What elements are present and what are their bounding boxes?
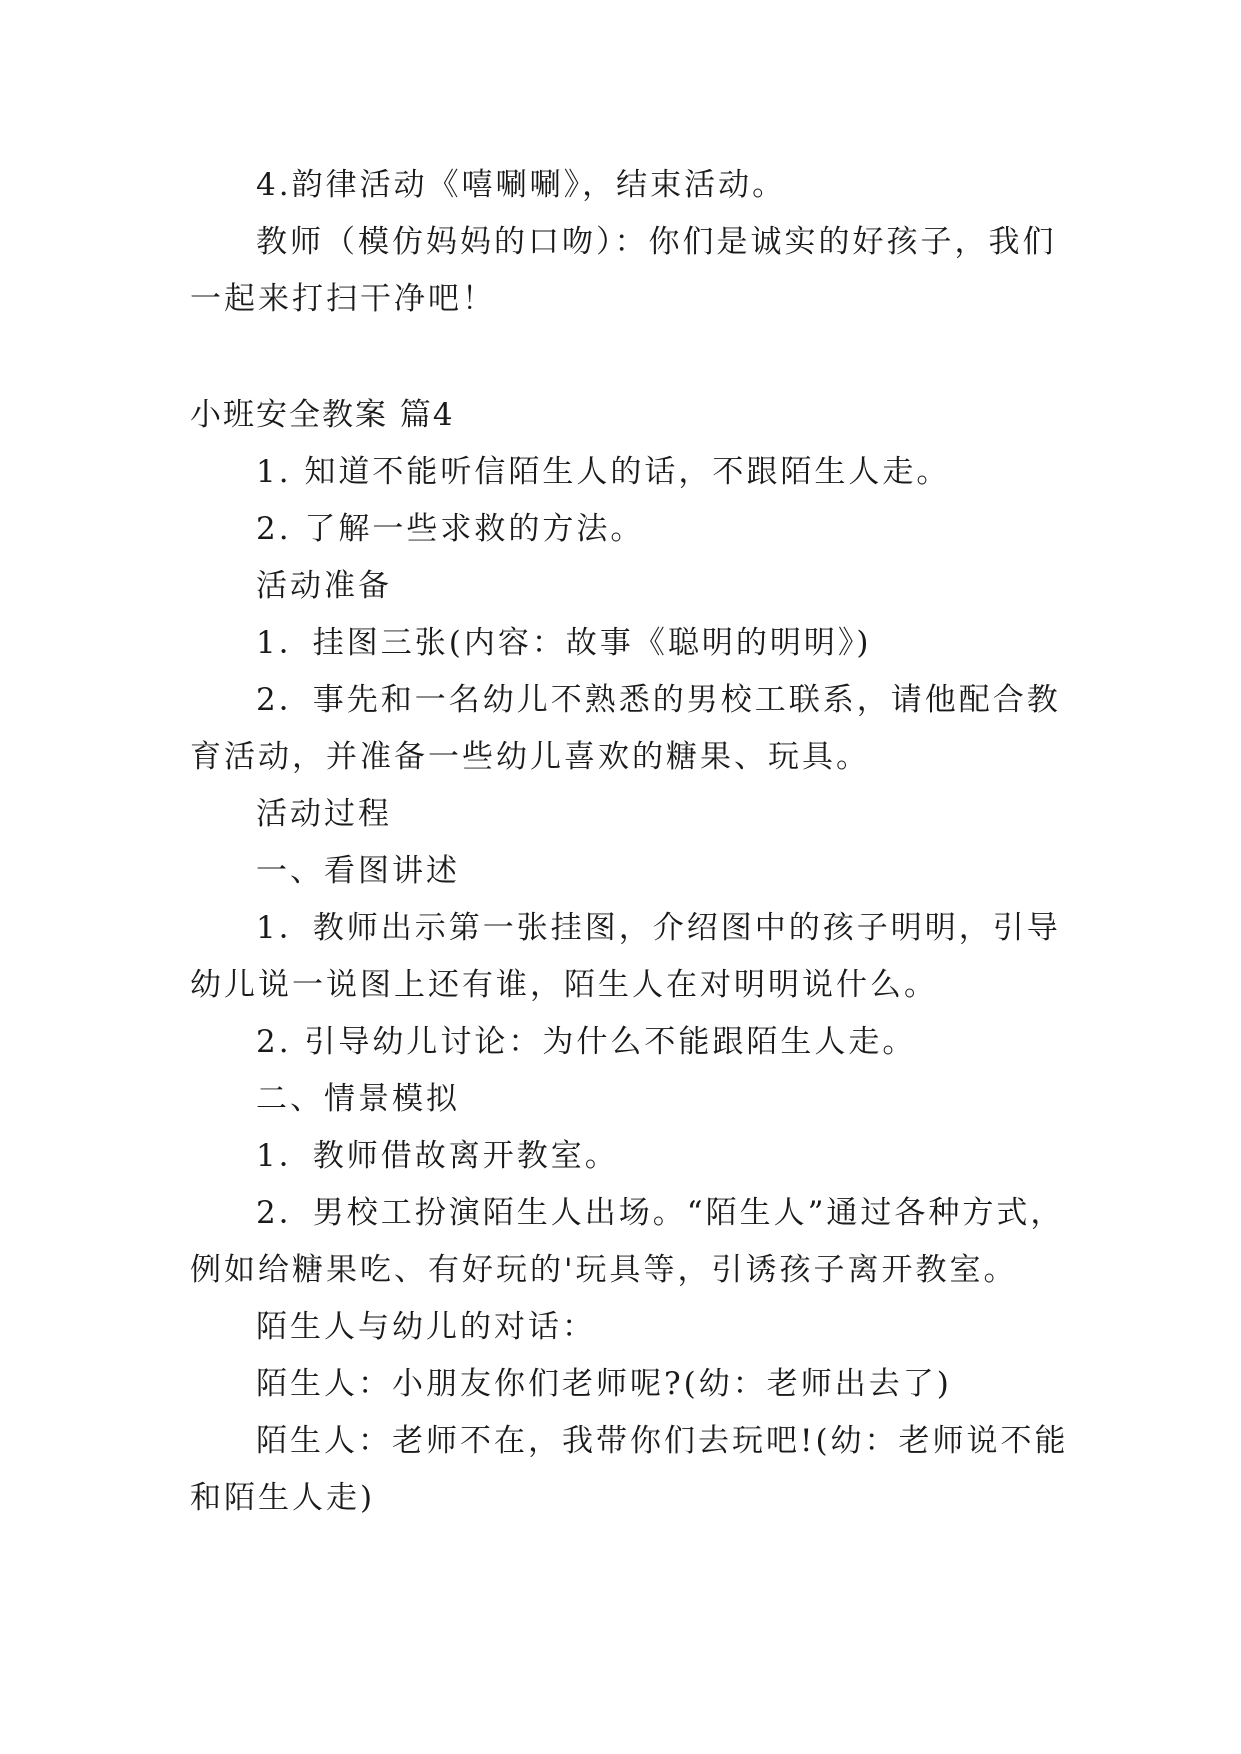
subheading-line: 活动准备 xyxy=(256,568,392,604)
paragraph-line: 陌生人与幼儿的对话： xyxy=(256,1309,596,1345)
paragraph-line: 教师（模仿妈妈的口吻）：你们是诚实的好孩子，我们 xyxy=(256,224,1057,260)
paragraph-line: 幼儿说一说图上还有谁，陌生人在对明明说什么。 xyxy=(190,967,938,1003)
subheading-line: 二、情景模拟 xyxy=(256,1081,460,1117)
paragraph-line: 2. 引导幼儿讨论：为什么不能跟陌生人走。 xyxy=(256,1024,917,1060)
paragraph-line: 2．男校工扮演陌生人出场。“陌生人”通过各种方式， xyxy=(256,1195,1065,1231)
dialogue-line: 和陌生人走) xyxy=(190,1480,376,1516)
paragraph-line: 2．事先和一名幼儿不熟悉的男校工联系，请他配合教 xyxy=(256,682,1061,718)
section-heading: 小班安全教案 篇4 xyxy=(190,397,455,433)
dialogue-line: 陌生人：小朋友你们老师呢?(幼：老师出去了) xyxy=(256,1366,952,1402)
paragraph-line: 2. 了解一些求救的方法。 xyxy=(256,511,645,547)
paragraph-line: 1. 知道不能听信陌生人的话，不跟陌生人走。 xyxy=(256,454,951,490)
paragraph-line: 4.韵律活动《嘻唰唰》，结束活动。 xyxy=(256,167,787,203)
dialogue-line: 陌生人：老师不在，我带你们去玩吧!(幼：老师说不能 xyxy=(256,1423,1069,1459)
paragraph-line: 1．教师出示第一张挂图，介绍图中的孩子明明，引导 xyxy=(256,910,1061,946)
paragraph-line: 一起来打扫干净吧！ xyxy=(190,281,496,317)
subheading-line: 活动过程 xyxy=(256,796,392,832)
paragraph-line: 育活动，并准备一些幼儿喜欢的糖果、玩具。 xyxy=(190,739,870,775)
paragraph-line: 1．教师借故离开教室。 xyxy=(256,1138,619,1174)
subheading-line: 一、看图讲述 xyxy=(256,853,460,889)
paragraph-line: 例如给糖果吃、有好玩的'玩具等，引诱孩子离开教室。 xyxy=(190,1252,1018,1288)
paragraph-line: 1．挂图三张(内容：故事《聪明的明明》) xyxy=(256,625,872,661)
